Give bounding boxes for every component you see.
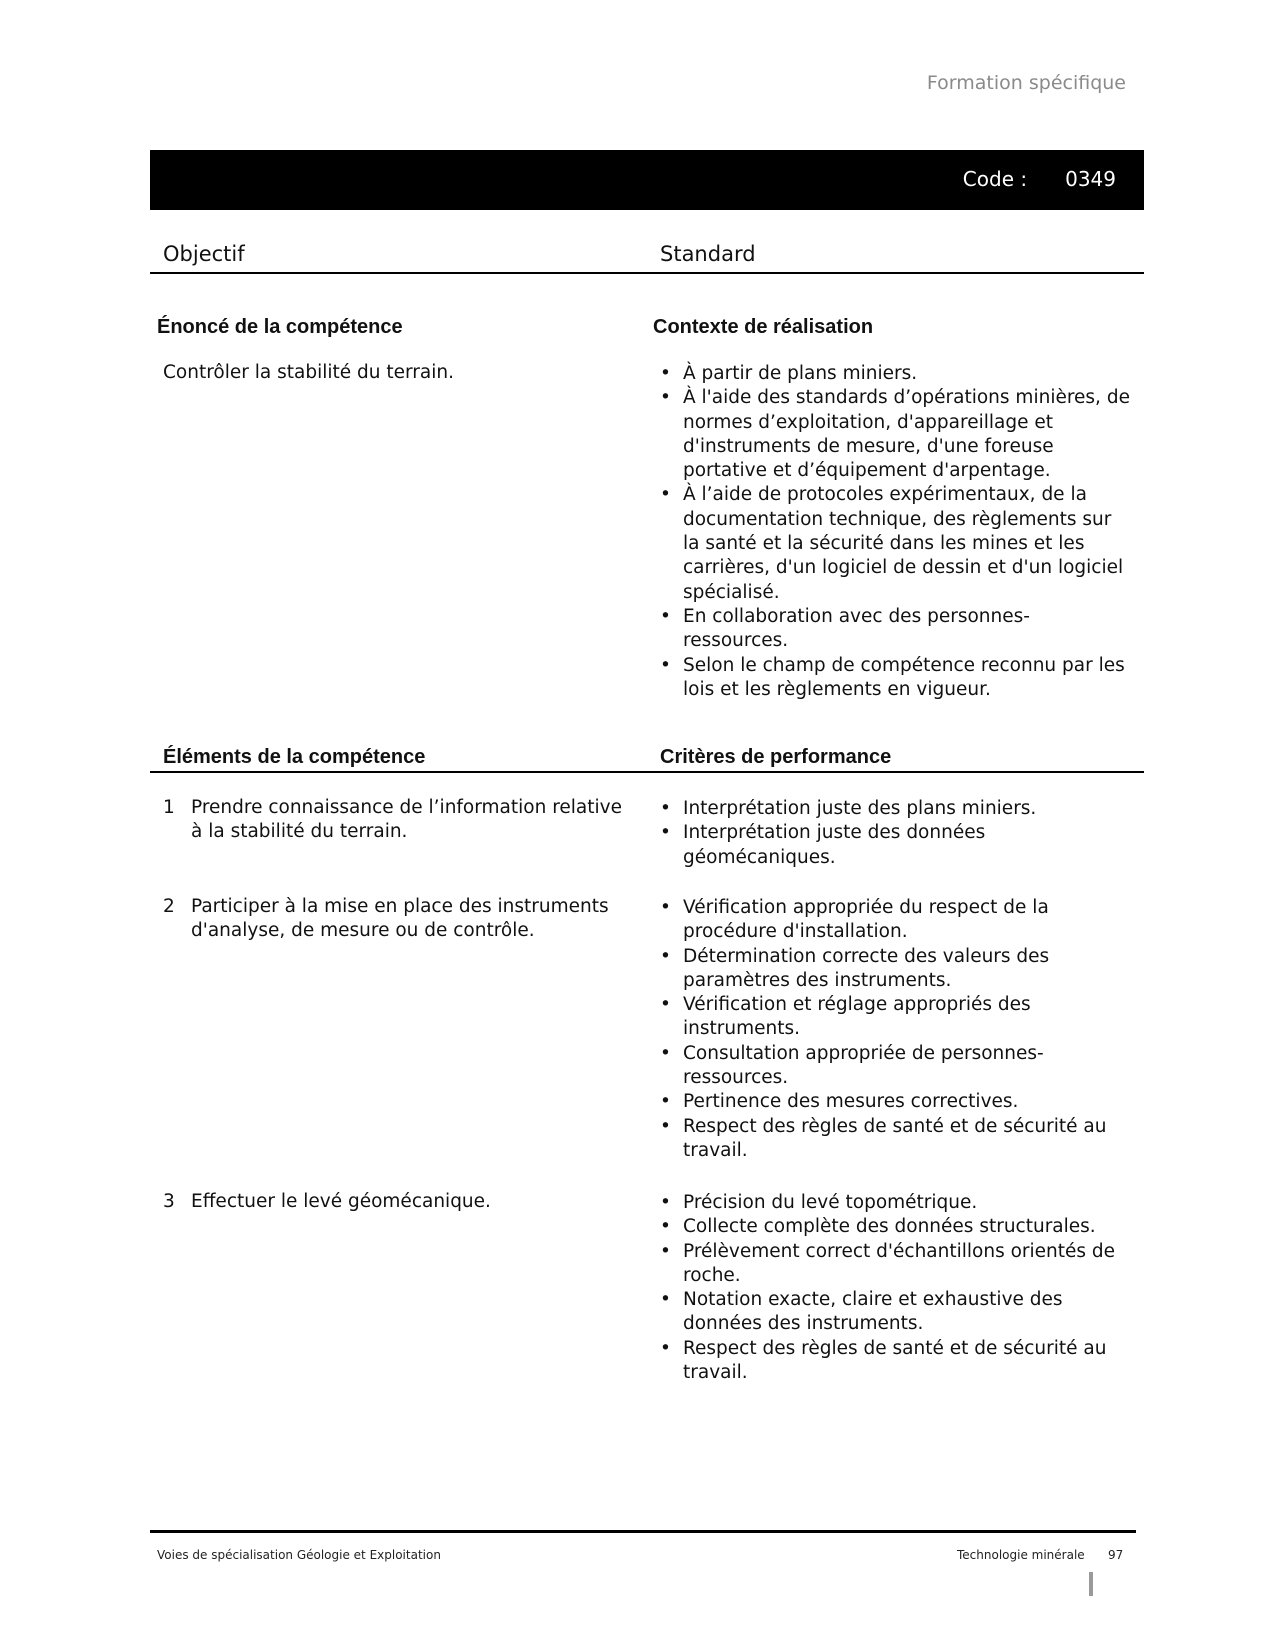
bullet-icon: • xyxy=(660,1216,671,1238)
bullet-icon: • xyxy=(660,1042,671,1064)
criterion-item: • Pertinence des mesures correctives. xyxy=(653,1090,1133,1114)
criterion-item: • Respect des règles de santé et de sécurité au travail. xyxy=(660,1115,1107,1161)
element-number: 3 xyxy=(163,1191,175,1212)
criterion-item: • Vérification appropriée du respect de la procédure d'installation. xyxy=(660,897,1049,943)
criterion-item: • Interprétation juste des données géomécaniques. xyxy=(660,822,986,868)
bullet-icon: • xyxy=(660,822,671,844)
element-2 xyxy=(163,895,633,943)
bullet-icon: • xyxy=(660,1337,671,1359)
element-text: Participer à la mise en place des instruments d'analyse, de mesure ou de contrôle. xyxy=(191,896,609,941)
enonce-title: Énoncé de la compétence xyxy=(157,316,403,338)
criteria-list-3 xyxy=(653,1191,1133,1385)
criteres-title: Critères de performance xyxy=(660,746,892,768)
elements-heading-rule xyxy=(150,771,1144,773)
criterion-item: • Précision du levé topométrique. xyxy=(653,1191,1133,1215)
criteria-list-2 xyxy=(653,896,1133,1163)
enonce-text: Contrôler la stabilité du terrain. xyxy=(163,362,454,383)
section-label: Formation spécifique xyxy=(926,72,1126,94)
element-number: 1 xyxy=(163,797,175,818)
bullet-icon: • xyxy=(660,387,671,409)
criterion-item: • Consultation appropriée de personnes-ressources. xyxy=(660,1042,1044,1089)
code-label: Code : xyxy=(962,167,1028,191)
bullet-icon: • xyxy=(660,1091,671,1113)
footer-program: Technologie minérale xyxy=(957,1548,1085,1562)
page-tab-marker xyxy=(1089,1572,1093,1596)
elements-title: Éléments de la compétence xyxy=(163,746,426,768)
contexte-title: Contexte de réalisation xyxy=(653,316,874,338)
bullet-icon: • xyxy=(660,897,671,918)
bullet-icon: • xyxy=(660,654,671,676)
contexte-item: • Selon le champ de compétence reconnu par les lois et les règlements en vigueur. xyxy=(660,654,1125,700)
criterion-item: • Collecte complète des données structurales. xyxy=(653,1215,1133,1239)
column-heading-objectif: Objectif xyxy=(163,242,245,266)
bullet-icon: • xyxy=(660,994,671,1016)
criterion-item: • Vérification et réglage appropriés des instruments. xyxy=(660,994,1031,1040)
element-1 xyxy=(163,796,633,844)
element-3 xyxy=(163,1190,633,1214)
criterion-item: • Interprétation juste des plans miniers. xyxy=(653,797,1133,821)
element-number: 2 xyxy=(163,896,175,917)
bullet-icon: • xyxy=(660,1192,671,1213)
contexte-item: • À l'aide des standards d’opérations minières, de normes d’exploitation, d'appareillage et d'instruments de mesure, d'une foreuse portative et d’équipement d'arpentage. xyxy=(660,387,1130,482)
bullet-icon: • xyxy=(660,1240,671,1262)
bullet-icon: • xyxy=(660,605,671,627)
criteria-list-1 xyxy=(653,797,1133,870)
bullet-icon: • xyxy=(660,484,671,506)
code-bar xyxy=(150,150,1144,210)
criterion-item: • Notation exacte, claire et exhaustive des données des instruments. xyxy=(660,1289,1063,1335)
bullet-icon: • xyxy=(660,363,671,384)
footer-rule xyxy=(150,1530,1136,1533)
criterion-item: • Respect des règles de santé et de sécurité au travail. xyxy=(660,1337,1107,1384)
element-text: Prendre connaissance de l’information relative à la stabilité du terrain. xyxy=(191,797,622,842)
bullet-icon: • xyxy=(660,945,671,967)
bullet-icon: • xyxy=(660,1289,671,1311)
contexte-list xyxy=(653,362,1133,702)
bullet-icon: • xyxy=(660,1115,671,1137)
column-heading-standard: Standard xyxy=(660,242,756,266)
bullet-icon: • xyxy=(660,798,671,819)
column-heading-rule xyxy=(150,272,1144,274)
criterion-item: • Détermination correcte des valeurs des paramètres des instruments. xyxy=(660,945,1050,991)
contexte-item: • En collaboration avec des personnes-ressources. xyxy=(660,605,1030,652)
element-text: Effectuer le levé géomécanique. xyxy=(191,1191,491,1212)
contexte-item: • À partir de plans miniers. xyxy=(653,362,1133,386)
contexte-item: • À l’aide de protocoles expérimentaux, de la documentation technique, des règlements sur la santé et la sécurité dans les mines et les carrières, d'un logiciel de dessin et d'un logiciel spécialisé. xyxy=(660,484,1124,603)
page-number: 97 xyxy=(1108,1548,1124,1562)
criterion-item: • Prélèvement correct d'échantillons orientés de roche. xyxy=(660,1240,1116,1286)
footer-document-title: Voies de spécialisation Géologie et Exploitation xyxy=(157,1548,441,1562)
code-value: 0349 xyxy=(1065,167,1116,191)
